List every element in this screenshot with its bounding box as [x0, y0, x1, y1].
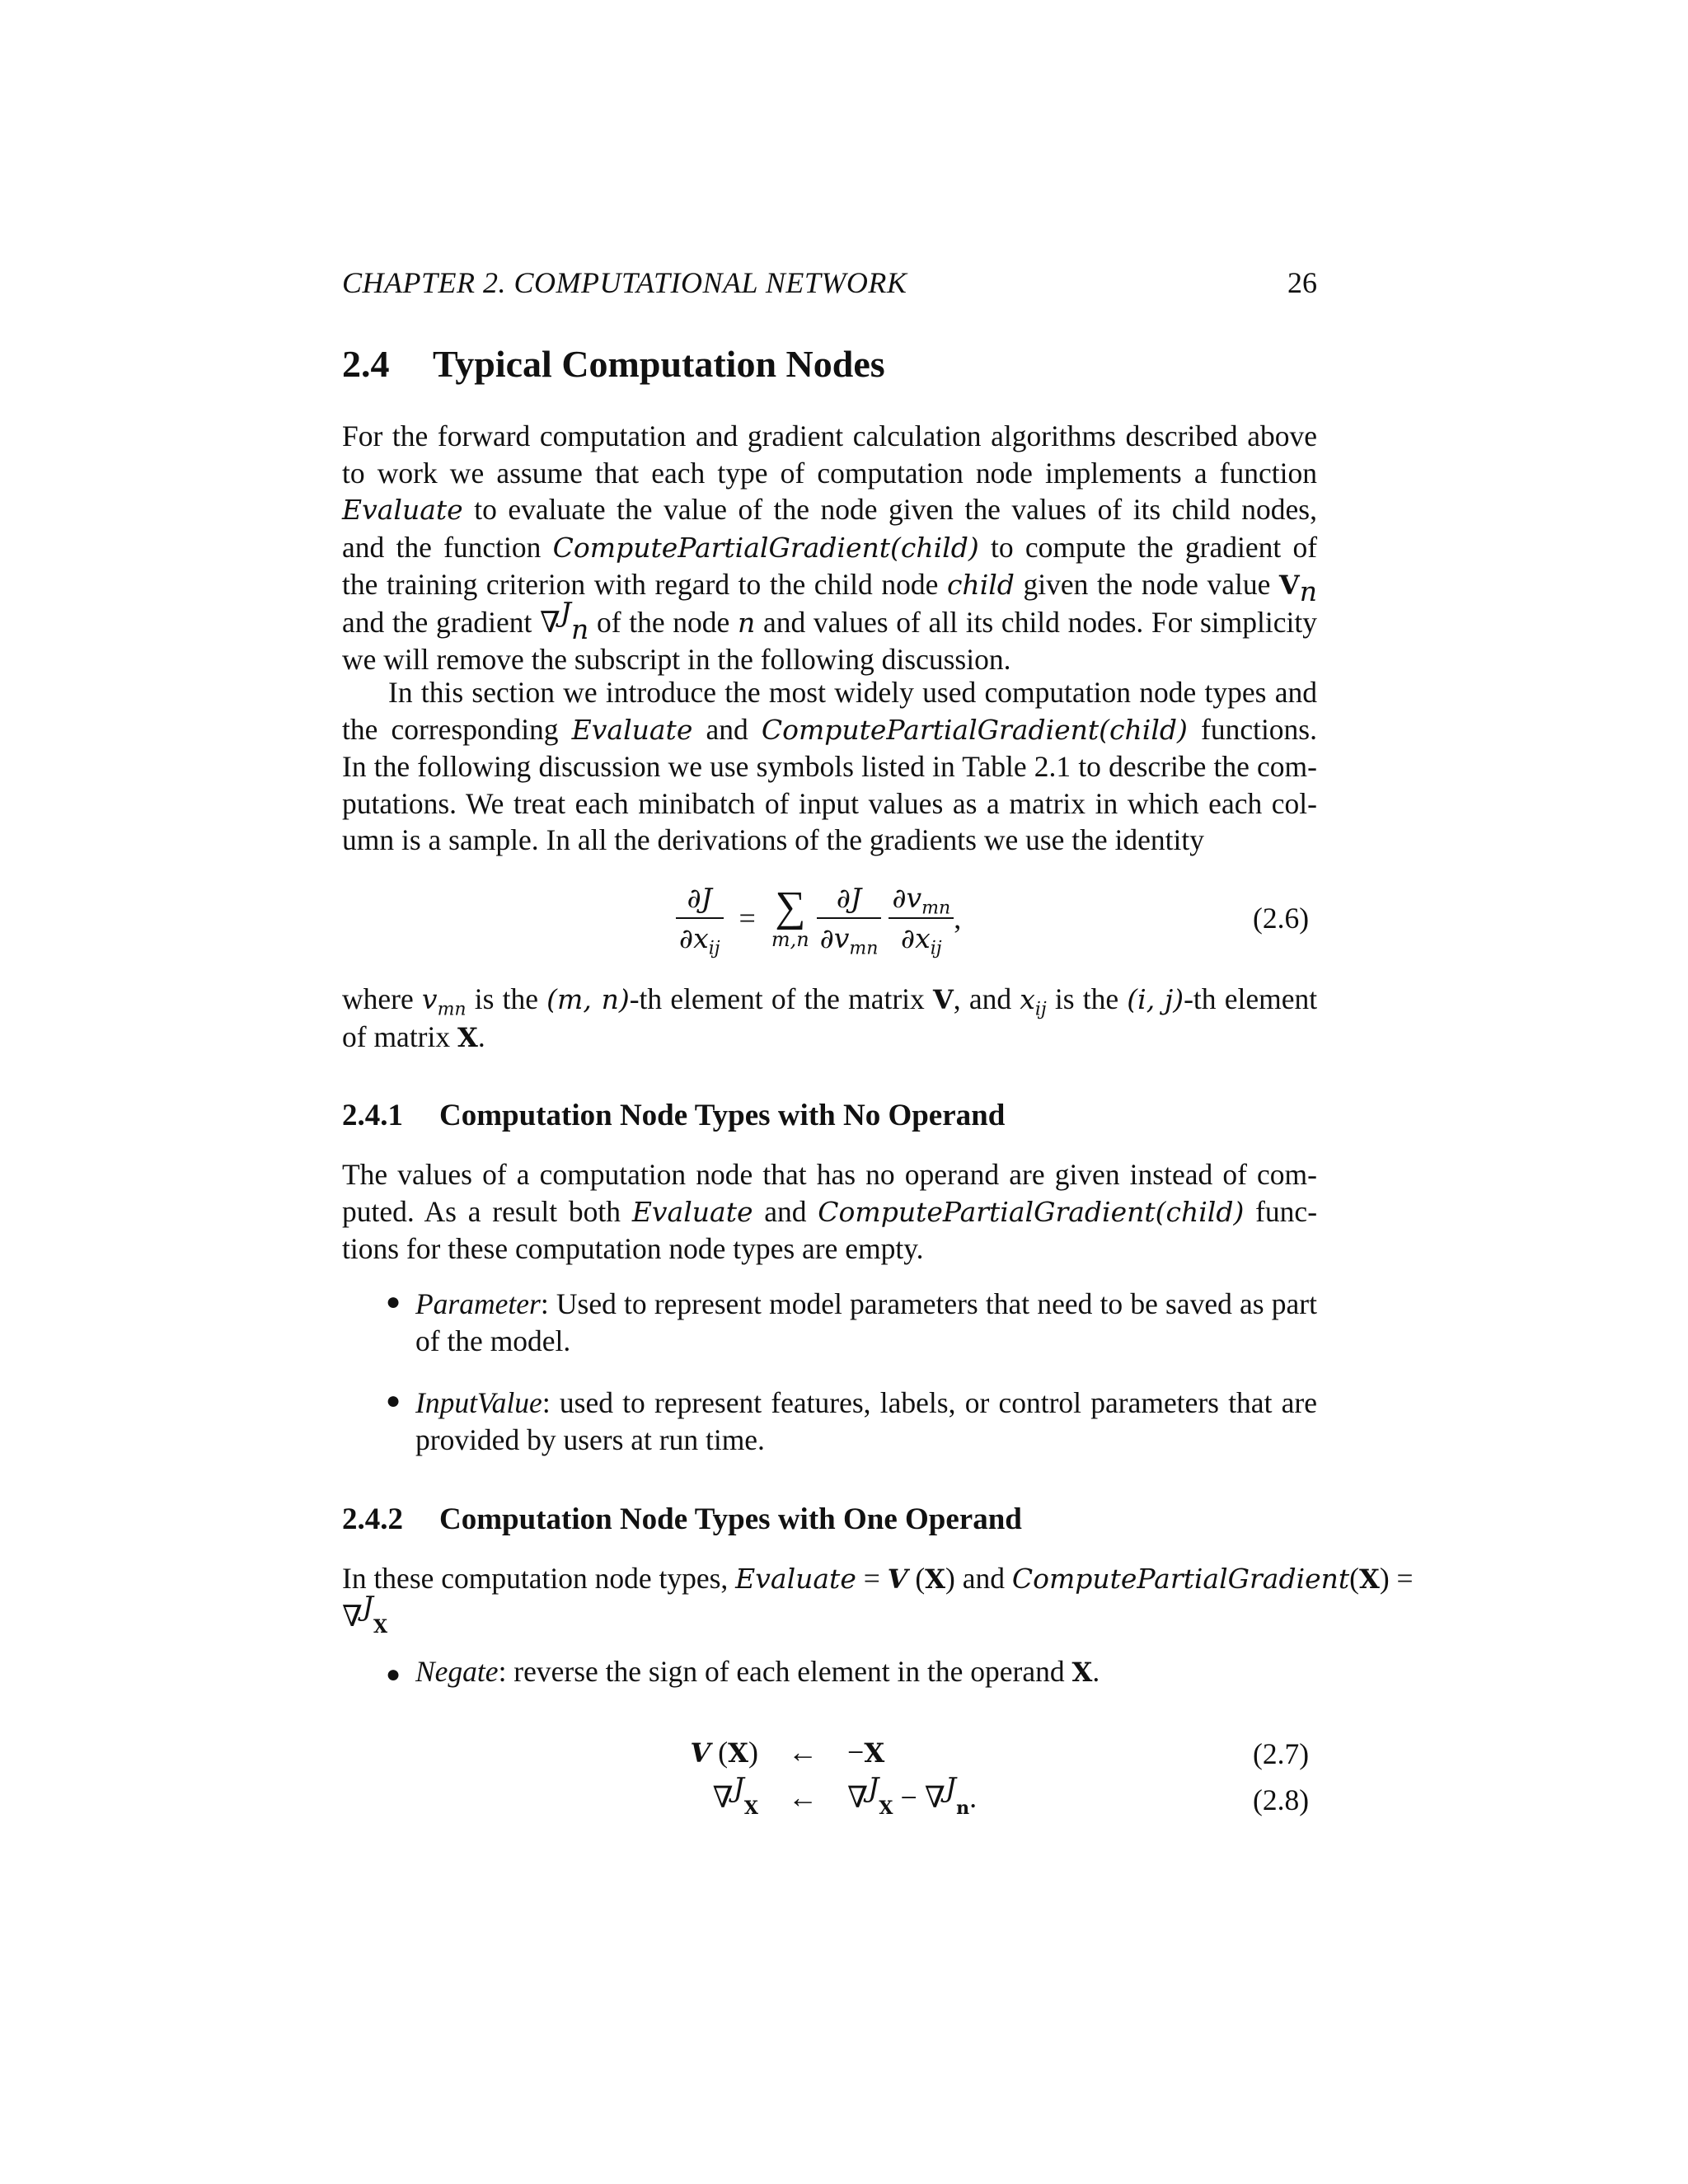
list-item: InputValue: used to represent features, labels, or control parameters that are provided by users at run time.	[415, 1386, 1317, 1456]
equation-2-8: ∇$^J_X$ ← ∇$^J_X$ − ∇$^J_n$.	[712, 1771, 978, 1820]
body-paragraph-3	[342, 981, 1317, 1056]
list-item: Parameter: Used to represent model parameters that need to be saved as part of the model.	[415, 1287, 1317, 1357]
equation-number: (2.8)	[1253, 1783, 1310, 1816]
sum-symbol: ∑ m,n	[771, 883, 809, 951]
bullet-icon: ●	[386, 1288, 401, 1315]
equation-number: (2.6)	[1253, 902, 1310, 935]
bullet-icon: ●	[386, 1387, 401, 1414]
text-line: In the following discussion we use symbols listed in Table 2.1 to describe the com-	[342, 750, 1317, 783]
math-grad-n: ∇$^J_n$	[540, 595, 589, 645]
bullet-icon: ●	[386, 1661, 401, 1688]
math-evaluate: Evaluate	[342, 494, 463, 526]
section-heading	[342, 342, 885, 386]
text-line: and the gradient ∇$^J_n$ of the node n and values of all its child nodes. For simplicity	[342, 595, 1317, 645]
subsection-heading-2-4-1: 2.4.1 Computation Node Types with No Operand	[342, 1099, 1006, 1132]
text-line: tions for these computation node types are empty.	[342, 1232, 924, 1265]
text-line: of matrix X.	[342, 1019, 485, 1053]
body-paragraph-5: In these computation node types, Evaluate = V (X) and ComputePartialGradient(X) = ∇$^J_X$	[342, 1562, 1414, 1638]
running-head: CHAPTER 2. COMPUTATIONAL NETWORK	[342, 266, 907, 299]
body-paragraph-4	[342, 1156, 1317, 1268]
text-line: For the forward computation and gradient calculation algorithms described above	[342, 419, 1317, 452]
text-line: putations. We treat each minibatch of input values as a matrix in which each col-	[342, 786, 1317, 820]
equation-2-7: V (X) ← −X	[690, 1736, 885, 1769]
list-item-negate: Negate: reverse the sign of each element in the operand X.	[415, 1655, 1100, 1688]
intro-paragraph	[342, 418, 1317, 678]
subsection-heading-2-4-2: 2.4.2 Computation Node Types with One Operand	[342, 1502, 1022, 1536]
text-line: Evaluate to evaluate the value of the node given the values of its child nodes,	[342, 493, 1317, 526]
text-line: the corresponding Evaluate and ComputePartialGradient(child) functions.	[342, 712, 1317, 746]
math-grad-x: ∇$^J_X$	[342, 1589, 388, 1638]
body-paragraph-2	[342, 674, 1317, 859]
section-title: Typical Computation Nodes	[433, 343, 885, 385]
text-line: where $v_{mn}$ is the (m, n)-th element of the matrix V, and $x_{ij}$ is the (i, j)-th element	[342, 982, 1318, 1020]
text-line: the training criterion with regard to the child node child given the node value $V_n$	[342, 568, 1318, 608]
text-line: to work we assume that each type of computation node implements a function	[342, 456, 1317, 490]
text-line: and the function ComputePartialGradient(child) to compute the gradient of	[342, 530, 1318, 564]
text-line: The values of a computation node that has no operand are given instead of com-	[342, 1158, 1317, 1191]
math-compute-partial-gradient: ComputePartialGradient(child)	[552, 531, 979, 564]
text-line: In this section we introduce the most widely used computation node types and	[388, 676, 1317, 709]
math-vn: $V_n$	[1278, 569, 1318, 608]
text-line: umn is a sample. In all the derivations of the gradients we use the identity	[342, 823, 1205, 856]
page-number: 26	[1287, 266, 1317, 299]
equation-2-6: $\frac{\partial J}{\partial x_{ij}}$ = ∑ m,n $\frac{\partial J}{\partial v_{mn}}$ $\frac{\partial v_{mn}}{\partial x_{ij}}$ ,	[676, 882, 961, 954]
section-number: 2.4	[342, 343, 390, 385]
text-line: we will remove the subscript in the following discussion.	[342, 643, 1011, 676]
text-line: puted. As a result both Evaluate and ComputePartialGradient(child) func-	[342, 1194, 1318, 1228]
equation-number: (2.7)	[1253, 1737, 1310, 1770]
